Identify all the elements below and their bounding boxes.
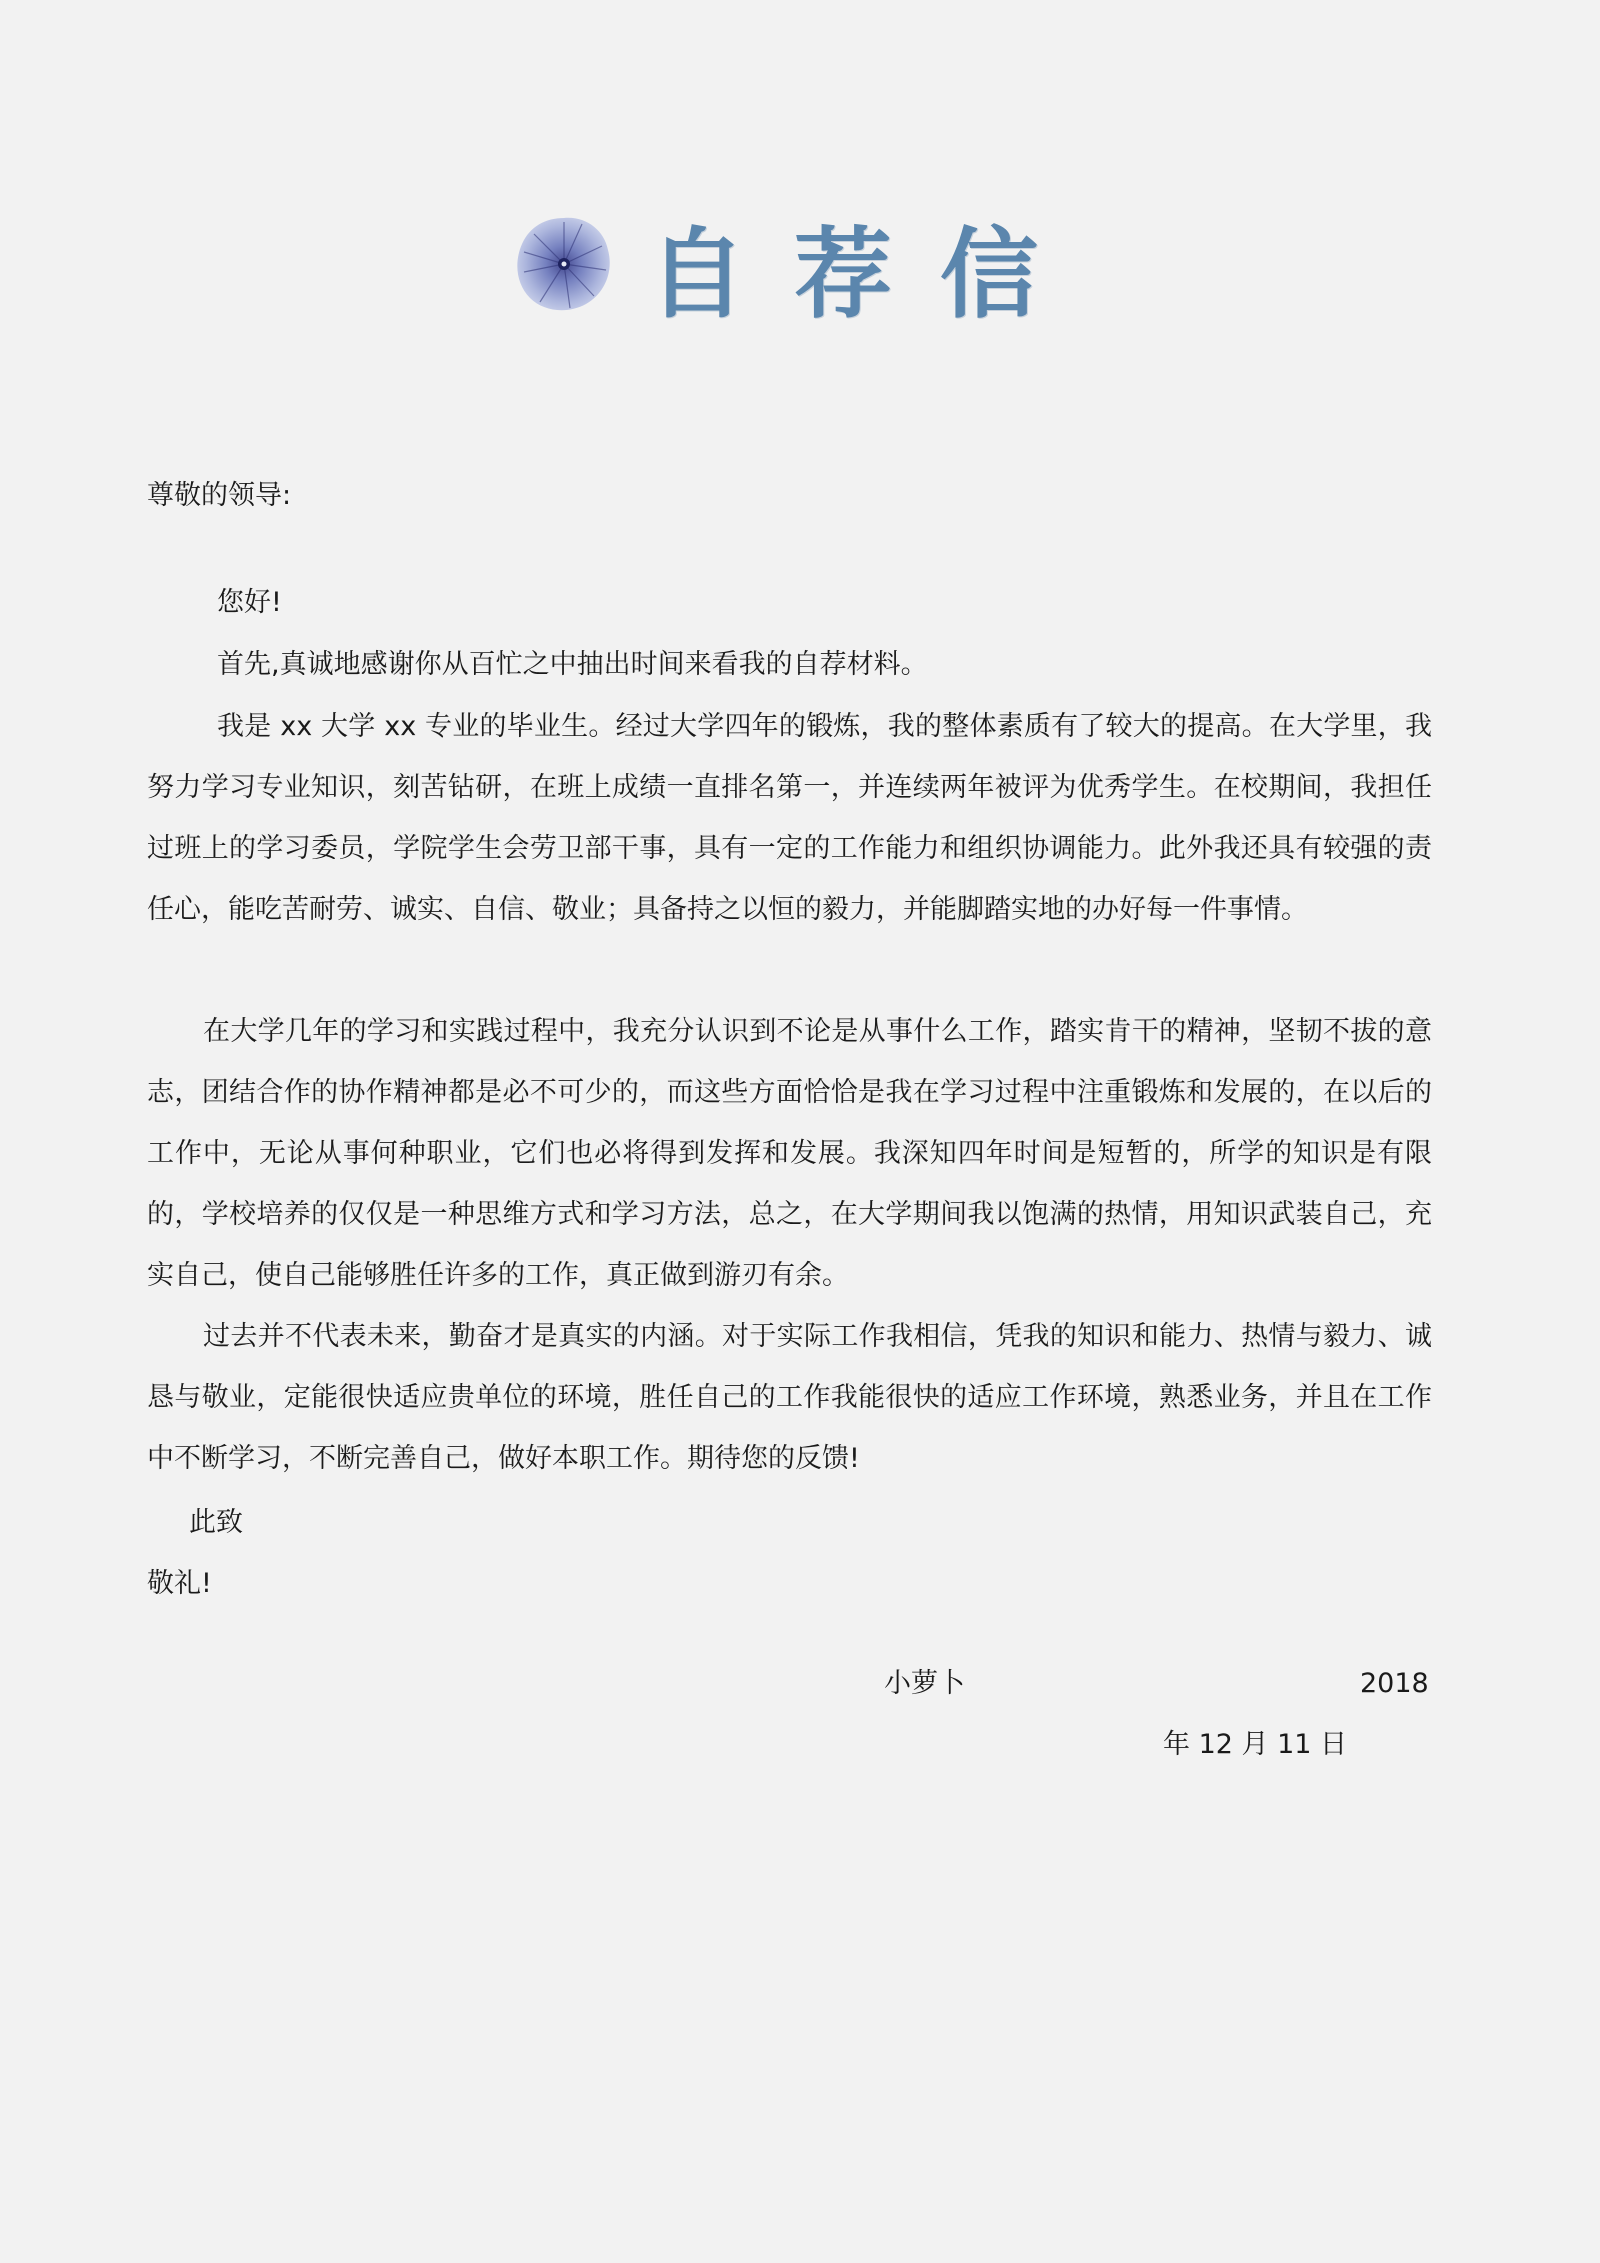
closing-line-2: 敬礼! (147, 1568, 212, 1599)
body-paragraph-3: 过去并不代表未来，勤奋才是真实的内涵。对于实际工作我相信，凭我的知识和能力、热情与毅力、诚恳与敬业，定能很快适应贵单位的环境，胜任自己的工作我能很快的适应工作环境，熟悉业务，并且在工作中不断学习，不断完善自己，做好本职工作。期待您的反馈! (147, 1321, 1432, 1474)
page-title: 自荐信 (648, 217, 1087, 332)
body-paragraph-2: 在大学几年的学习和实践过程中，我充分认识到不论是从事什么工作，踏实肯干的精神，坚韧不拔的意志，团结合作的协作精神都是必不可少的，而这些方面恰恰是我在学习过程中注重锻炼和发展的，在以后的工作中，无论从事何种职业，它们也必将得到发挥和发展。我深知四年时间是短暂的，所学的知识是有限的，学校培养的仅仅是一种思维方式和学习方法，总之，在大学期间我以饱满的热情，用知识武装自己，充实自己，使自己能够胜任许多的工作，真正做到游刃有余。 (147, 1016, 1432, 1291)
signer-name: 小萝卜 (884, 1668, 965, 1699)
greeting: 您好! (217, 587, 282, 618)
flower-icon (508, 210, 620, 322)
salutation: 尊敬的领导: (147, 480, 292, 511)
body-paragraph-1: 我是 xx 大学 xx 专业的毕业生。经过大学四年的锻炼，我的整体素质有了较大的提高。在大学里，我努力学习专业知识，刻苦钻研，在班上成绩一直排名第一，并连续两年被评为优秀学生。在校期间，我担任过班上的学习委员，学院学生会劳卫部干事，具有一定的工作能力和组织协调能力。此外我还具有较强的责任心，能吃苦耐劳、诚实、自信、敬业；具备持之以恒的毅力，并能脚踏实地的办好每一件事情。 (147, 711, 1432, 925)
signature-date: 年 12 月 11 日 (1163, 1729, 1348, 1760)
letter-header (508, 208, 1087, 358)
closing-line-1: 此致 (189, 1507, 243, 1538)
signature-year: 2018 (1360, 1668, 1429, 1699)
opening-paragraph: 首先,真诚地感谢你从百忙之中抽出时间来看我的自荐材料。 (217, 649, 928, 680)
